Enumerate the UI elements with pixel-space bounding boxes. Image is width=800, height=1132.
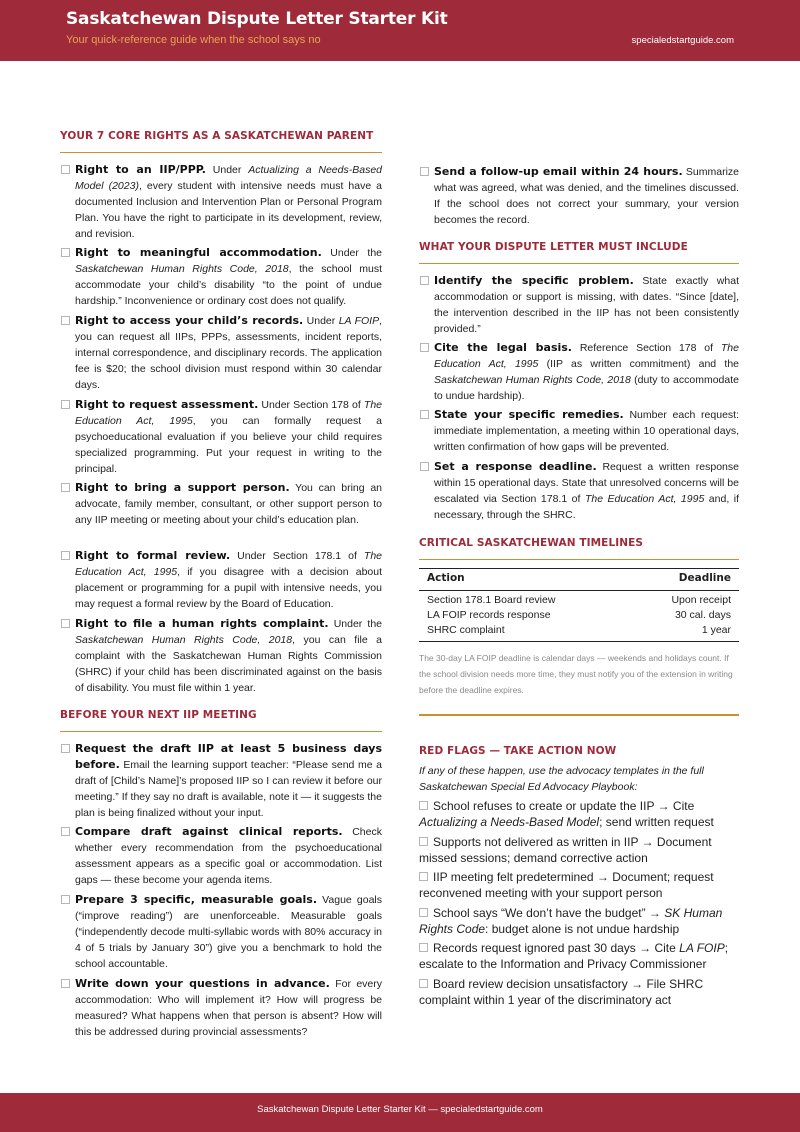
rights-heading: YOUR 7 CORE RIGHTS AS A SASKATCHEWAN PARENT <box>60 130 374 142</box>
flag-action: Cite <box>651 941 680 955</box>
table-top-rule <box>419 568 739 569</box>
table-header-action: Action <box>427 572 465 584</box>
rights-item <box>60 162 382 242</box>
rights-item-lead: Right to request assessment. <box>75 398 259 411</box>
letter-item <box>419 273 739 337</box>
letter-item <box>419 459 739 523</box>
flag-ref: LA FOIP <box>679 941 725 955</box>
letter-item-text: (IIP as written commitment) and the <box>538 358 740 370</box>
flag-action: Document; request reconvened meeting with your support person <box>419 870 714 900</box>
right-arrow-icon: → <box>596 870 609 884</box>
flag-action: ; send written request <box>599 815 714 829</box>
checkbox-icon[interactable] <box>419 908 428 917</box>
rights-item-text: , the school must accommodate your child’s disability “to the point of undue hardship.” Inconvenience or ordinary cost does not qualify. <box>75 263 382 307</box>
flag-trigger: Records request ignored past 30 days <box>433 941 636 955</box>
right-arrow-icon: → <box>639 941 652 955</box>
rights-item-text: Under the <box>321 247 383 259</box>
header-site-link[interactable]: specialedstartguide.com <box>631 35 734 46</box>
meeting-heading: BEFORE YOUR NEXT IIP MEETING <box>60 709 257 721</box>
table-cell-deadline: 30 cal. days <box>674 609 731 621</box>
rights-item-lead: Right to access your child’s records. <box>75 314 304 327</box>
flag-trigger: School says “We don’t have the budget” <box>433 906 646 920</box>
meeting-item <box>60 892 382 972</box>
rights-item-ref: Saskatchewan Human Rights Code, 2018 <box>75 634 293 646</box>
timelines-heading: CRITICAL SASKATCHEWAN TIMELINES <box>419 537 644 549</box>
letter-heading: WHAT YOUR DISPUTE LETTER MUST INCLUDE <box>419 241 688 253</box>
checkbox-icon[interactable] <box>420 462 429 471</box>
page-header <box>0 0 800 61</box>
meeting-item-lead: Prepare 3 specific, measurable goals. <box>75 893 318 906</box>
rights-item <box>60 313 382 393</box>
flag-item <box>419 834 739 866</box>
letter-item-text: (duty to accommodate to undue hardship). <box>434 374 739 402</box>
letter-item-ref: The Education Act, 1995 <box>584 493 705 505</box>
rights-item-lead: Right to bring a support person. <box>75 481 290 494</box>
table-cell-action: LA FOIP records response <box>427 609 551 621</box>
checkbox-icon[interactable] <box>419 872 428 881</box>
checkbox-icon[interactable] <box>420 343 429 352</box>
rights-item-text: Under <box>303 315 339 327</box>
flag-item <box>419 940 739 972</box>
flag-action: ; escalate to the Information and Privacy Commissioner <box>419 941 729 971</box>
rights-item <box>60 480 382 528</box>
checkbox-icon[interactable] <box>61 744 70 753</box>
table-bottom-rule <box>419 641 739 642</box>
checkbox-icon[interactable] <box>61 619 70 628</box>
letter-item-lead: Cite the legal basis. <box>434 341 572 354</box>
meeting-item-text: Email the learning support teacher: “Please send me a draft of [Child’s Name]’s proposed IIP so I can review it before our meeting.” If they say no draft is available, note it — it suggests the plan is being finalized without your input. <box>75 759 382 819</box>
letter-item-text: Number each request: immediate implementation, a meeting within 10 operational days, written confirmation of how gaps will be prevented. <box>434 409 739 453</box>
checkbox-icon[interactable] <box>419 837 428 846</box>
document-subtitle: Your quick-reference guide when the school says no <box>66 34 321 46</box>
rights-item-ref: Saskatchewan Human Rights Code, 2018 <box>75 263 289 275</box>
right-arrow-icon: → <box>641 835 654 849</box>
letter-item-text: Request a written response within 15 operational days. State that unresolved concerns will be escalated via Section 178.1 of <box>434 461 739 505</box>
letter-item-ref: Saskatchewan Human Rights Code, 2018 <box>434 374 631 386</box>
timelines-note: The 30-day LA FOIP deadline is calendar days — weekends and holidays count. If the school division needs more time, they must notify you of the extension in writing before the deadline expires. <box>419 653 733 695</box>
rights-item-lead: Right to formal review. <box>75 549 231 562</box>
table-cell-action: Section 178.1 Board review <box>427 594 556 606</box>
meeting-item-text: Check whether every recommendation from the psychoeducational assessment appears as a specific goal or accommodation. List gaps — these become your agenda items. <box>75 826 382 886</box>
letter-item <box>419 340 739 404</box>
right-arrow-icon: → <box>648 906 661 920</box>
flag-item <box>419 905 739 937</box>
right-arrow-icon: → <box>631 977 644 991</box>
meeting-item <box>60 824 382 888</box>
letter-item-lead: Set a response deadline. <box>434 460 597 473</box>
right-arrow-icon: → <box>657 799 670 813</box>
letter-item-text: State exactly what accommodation or support is missing, with dates. “Since [date], the intervention described in the IIP has not been consistently provided.” <box>434 275 739 335</box>
rights-item-ref: The Education Act, 1995 <box>75 550 382 578</box>
meeting-item <box>60 976 382 1040</box>
letter-rule <box>419 263 739 264</box>
flag-item <box>419 798 739 830</box>
flag-action: Cite <box>669 799 695 813</box>
rights-item-text: Under Section 178.1 of <box>230 550 364 562</box>
table-cell-deadline: Upon receipt <box>671 594 731 606</box>
meeting-item <box>419 164 739 228</box>
checkbox-icon[interactable] <box>61 316 70 325</box>
letter-item-text: and, if necessary, through the SHRC. <box>434 493 739 521</box>
meeting-item-text: Vague goals (“improve reading”) are unenforceable. Measurable goals (“independently decode multi-syllabic words with 80% accuracy in 4 of 5 trials by January 30”) give you a benchmark to hold the school accountable. <box>75 894 382 970</box>
flag-ref: SK Human Rights Code <box>419 906 723 936</box>
checkbox-icon[interactable] <box>61 827 70 836</box>
flag-ref: Actualizing a Needs-Based Model <box>419 815 600 829</box>
flag-action: : budget alone is not undue hardship <box>485 922 680 936</box>
rights-item <box>60 548 382 612</box>
flags-intro: If any of these happen, use the advocacy templates in the full Saskatchewan Special Ed Advocacy Playbook: <box>419 765 704 793</box>
rights-item-lead: Right to an IIP/PPP. <box>75 163 206 176</box>
rights-item-lead: Right to meaningful accommodation. <box>75 246 322 259</box>
flag-trigger: Supports not delivered as written in IIP <box>433 835 639 849</box>
table-header-rule <box>419 590 739 591</box>
checkbox-icon[interactable] <box>61 248 70 257</box>
page-footer <box>0 1093 800 1132</box>
letter-item-text: Reference Section 178 of <box>571 342 721 354</box>
table-header-deadline: Deadline <box>678 572 731 584</box>
rights-item-text: , you can file a complaint with the Saskatchewan Human Rights Commission (SHRC) if your child has been discriminated against on the basis of disability. You must file within 1 year. <box>75 634 382 694</box>
rights-item-text: Under <box>206 164 249 176</box>
rights-rule <box>60 152 382 153</box>
flag-item <box>419 976 739 1008</box>
rights-item-lead: Right to file a human rights complaint. <box>75 617 329 630</box>
document-title: Saskatchewan Dispute Letter Starter Kit <box>66 9 448 29</box>
timelines-divider <box>419 714 739 716</box>
rights-item-text: , every student with intensive needs must have a documented Inclusion and Intervention Plan or Personal Program Plan. You have the right to participate in its development, review, and revision. <box>75 180 382 240</box>
meeting-item-lead: Send a follow-up email within 24 hours. <box>434 165 683 178</box>
checkbox-icon[interactable] <box>61 979 70 988</box>
meeting-item-lead: Request the draft IIP at least 5 business days before. <box>75 742 382 771</box>
flag-item <box>419 869 739 901</box>
checkbox-icon[interactable] <box>61 551 70 560</box>
letter-item-ref: The Education Act, 1995 <box>434 342 739 370</box>
table-cell-action: SHRC complaint <box>427 624 505 636</box>
rights-item-text: Under the <box>328 618 382 630</box>
timelines-rule <box>419 559 739 560</box>
meeting-rule <box>60 731 382 732</box>
meeting-item-text: Summarize what was agreed, what was denied, and the timelines discussed. If the school does not correct your summary, your version becomes the record. <box>434 166 739 226</box>
checkbox-icon[interactable] <box>420 276 429 285</box>
rights-item <box>60 397 382 477</box>
checkbox-icon[interactable] <box>419 979 428 988</box>
letter-item-lead: Identify the specific problem. <box>434 274 634 287</box>
flags-heading: RED FLAGS — TAKE ACTION NOW <box>419 745 617 757</box>
rights-item-text: You can bring an advocate, family member, consultant, or other support person to any IIP meeting or meeting about your child’s education plan. <box>75 482 382 526</box>
flag-action: Document missed sessions; demand corrective action <box>419 835 712 865</box>
table-cell-deadline: 1 year <box>701 624 731 636</box>
rights-item-ref: The Education Act, 1995 <box>75 399 382 427</box>
flag-action: File SHRC complaint within 1 year of the discriminatory act <box>419 977 704 1007</box>
checkbox-icon[interactable] <box>419 801 428 810</box>
meeting-item-lead: Compare draft against clinical reports. <box>75 825 343 838</box>
rights-item-text: , you can formally request a psychoeducational evaluation if you believe your child requires specialized programming. Put your request in writing to the principal. <box>75 415 382 475</box>
rights-item <box>60 245 382 309</box>
flag-trigger: Board review decision unsatisfactory <box>433 977 628 991</box>
meeting-item <box>60 741 382 821</box>
checkbox-icon[interactable] <box>61 483 70 492</box>
checkbox-icon[interactable] <box>420 410 429 419</box>
rights-item <box>60 616 382 696</box>
rights-item-text: Under Section 178 of <box>258 399 364 411</box>
letter-item <box>419 407 739 455</box>
checkbox-icon[interactable] <box>61 400 70 409</box>
meeting-item-lead: Write down your questions in advance. <box>75 977 330 990</box>
footer-text: Saskatchewan Dispute Letter Starter Kit — specialedstartguide.com <box>257 1104 543 1115</box>
checkbox-icon[interactable] <box>61 895 70 904</box>
rights-item-text: , you can request all IIPs, PPPs, assessments, incident reports, internal correspondence, and disciplinary records. The application fee is $20; the school division must respond within 30 calendar days. <box>75 315 382 391</box>
meeting-item-text: For every accommodation: Who will implement it? How will progress be measured? What happens when that person is absent? How will this be addressed during provincial assessments? <box>75 978 382 1038</box>
checkbox-icon[interactable] <box>61 165 70 174</box>
rights-item-ref: Actualizing a Needs-Based Model (2023) <box>75 164 383 192</box>
flag-trigger: IIP meeting felt predetermined <box>433 870 594 884</box>
rights-item-text: , if you disagree with a decision about placement or programming for a pupil with intensive needs, you may request a formal review by the Board of Education. <box>75 566 383 610</box>
letter-item-lead: State your specific remedies. <box>434 408 624 421</box>
checkbox-icon[interactable] <box>419 943 428 952</box>
flag-trigger: School refuses to create or update the IIP <box>433 799 655 813</box>
timelines-table <box>419 568 739 644</box>
checkbox-icon[interactable] <box>420 167 429 176</box>
rights-item-ref: LA FOIP <box>338 315 380 327</box>
